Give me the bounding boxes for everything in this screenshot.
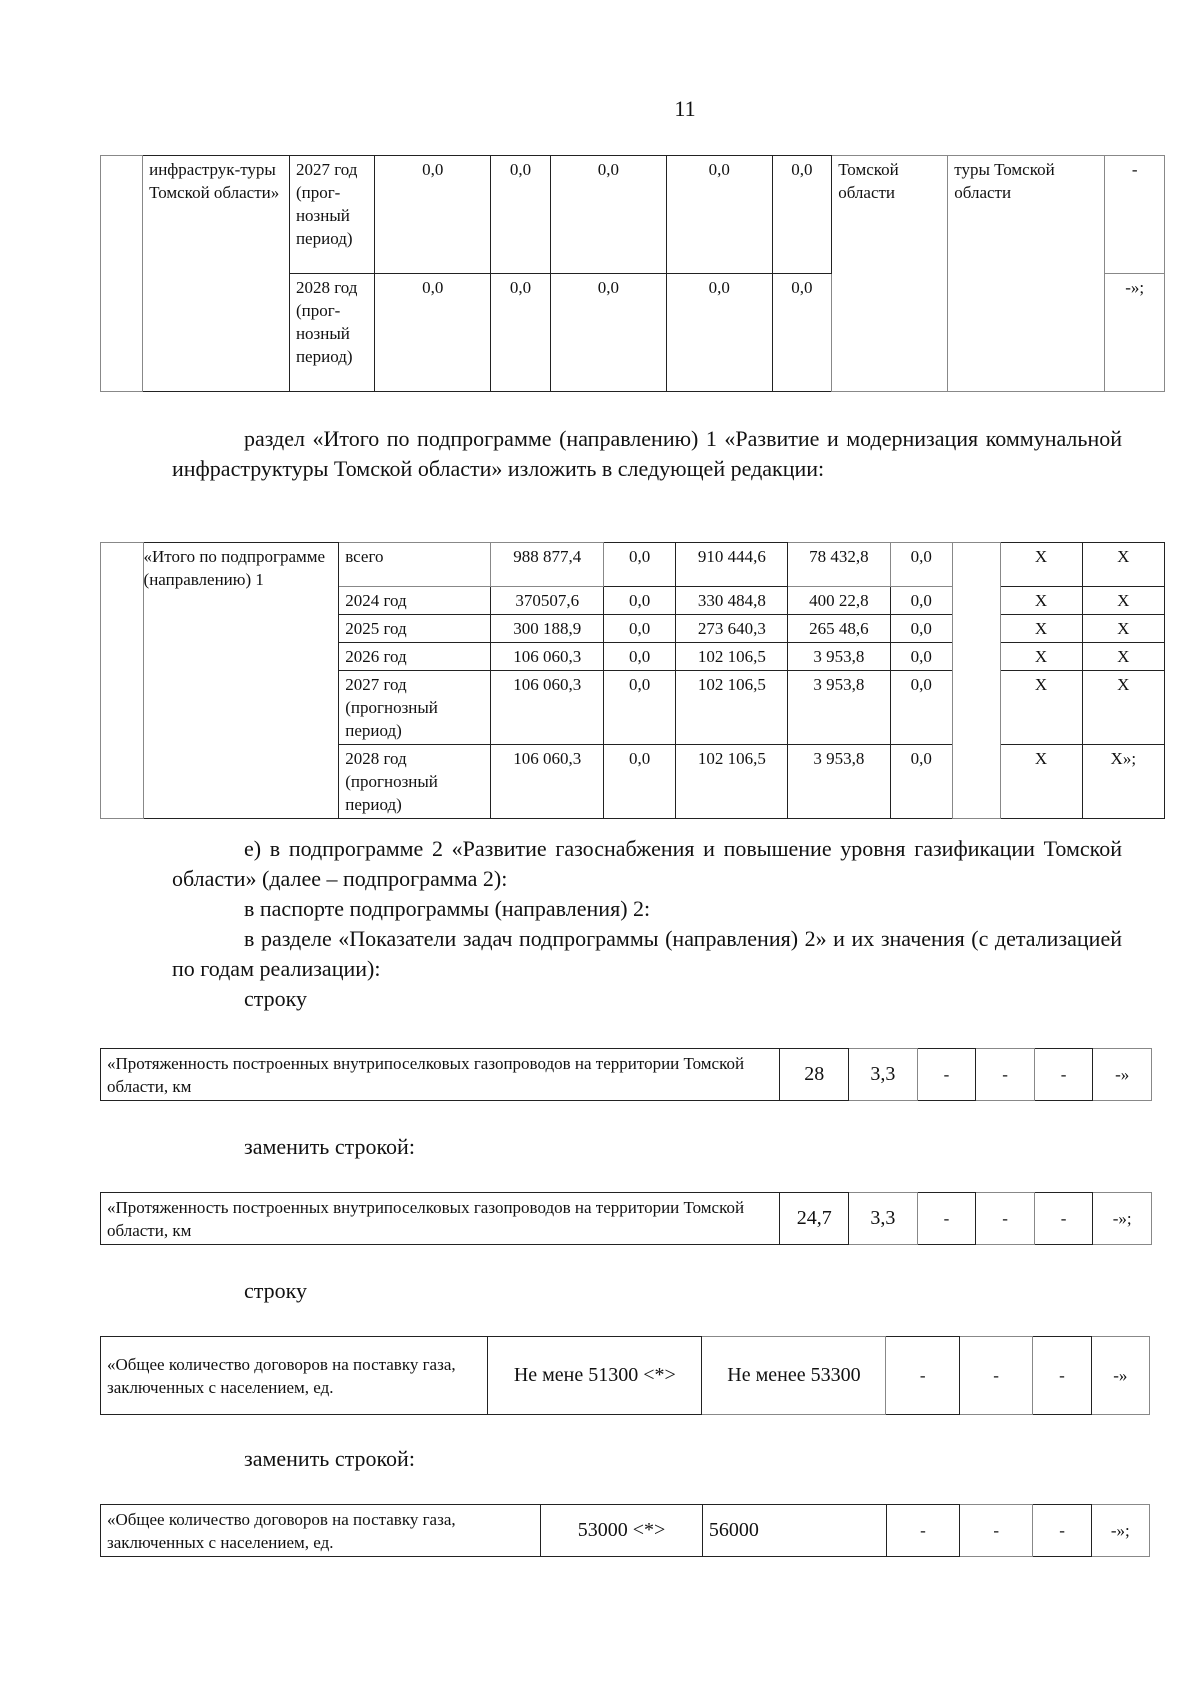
label-replace: заменить строкой: <box>244 1134 415 1159</box>
value-cell: - <box>976 1049 1035 1101</box>
page-number: 11 <box>674 96 696 121</box>
label-row: строку <box>244 1278 308 1303</box>
value-cell: 28 <box>780 1049 849 1101</box>
table-subprogram-total <box>100 542 1165 819</box>
value-cell: 0,0 <box>375 156 491 274</box>
table-top-fragment <box>100 155 1165 392</box>
value-cell: 56000 <box>702 1505 886 1557</box>
table-row-new-contracts <box>100 1504 1150 1557</box>
period-cell: 2028 год (прогнозный период) <box>339 745 491 819</box>
value-cell: 273 640,3 <box>676 615 788 643</box>
value-cell: 53000 <*> <box>541 1505 703 1557</box>
paragraph-passport: в паспорте подпрограммы (направления) 2: <box>244 896 651 921</box>
indicator-name: «Протяженность построенных внутрипоселковых газопроводов на территории Томской области, км <box>101 1193 780 1245</box>
value-cell: -» <box>1091 1337 1149 1415</box>
value-cell: 3,3 <box>849 1049 918 1101</box>
value-cell: 0,0 <box>772 274 832 392</box>
value-cell: -»; <box>1093 1193 1152 1245</box>
value-cell: Не менее 53300 <box>702 1337 886 1415</box>
year-cell: 2028 год (прог-нозный период) <box>289 274 374 392</box>
value-cell: 265 48,6 <box>788 615 890 643</box>
x-cell: X»; <box>1082 745 1164 819</box>
x-cell: X <box>1082 615 1164 643</box>
empty-cell <box>101 156 143 392</box>
value-cell: 106 060,3 <box>491 745 603 819</box>
x-cell: X <box>1082 543 1164 587</box>
x-cell: X <box>1000 745 1082 819</box>
value-cell: - <box>1034 1193 1093 1245</box>
value-cell: 0,0 <box>603 587 675 615</box>
value-cell: 102 106,5 <box>676 671 788 745</box>
value-cell: 988 877,4 <box>491 543 603 587</box>
year-cell: 2027 год (прог-нозный период) <box>289 156 374 274</box>
table-row-old-pipelines <box>100 1048 1152 1101</box>
value-cell: 0,0 <box>890 543 953 587</box>
value-cell: Не мене 51300 <*> <box>488 1337 702 1415</box>
x-cell: X <box>1000 587 1082 615</box>
period-cell: 2024 год <box>339 587 491 615</box>
period-cell: 2027 год (прогнозный период) <box>339 671 491 745</box>
value-cell: - <box>886 1505 959 1557</box>
executor-cell: Томской области <box>832 156 948 392</box>
total-label: «Итого по подпрограмме (направлению) 1 <box>143 543 339 819</box>
value-cell: - <box>976 1193 1035 1245</box>
paragraph-indicators: в разделе «Показатели задач подпрограммы (направления) 2» и их значения (с детализацией по годам реализации): <box>172 926 1122 981</box>
value-cell: - <box>917 1049 976 1101</box>
program-name-fragment: инфраструк-туры Томской области» <box>143 156 290 392</box>
value-cell: - <box>917 1193 976 1245</box>
value-cell: 0,0 <box>491 274 551 392</box>
value-cell: - <box>1034 1049 1093 1101</box>
period-cell: 2026 год <box>339 643 491 671</box>
last-cell: -»; <box>1105 274 1165 392</box>
value-cell: 910 444,6 <box>676 543 788 587</box>
value-cell: - <box>959 1337 1032 1415</box>
value-cell: 78 432,8 <box>788 543 890 587</box>
value-cell: 0,0 <box>890 615 953 643</box>
table-row-old-contracts <box>100 1336 1150 1415</box>
value-cell: 0,0 <box>890 587 953 615</box>
value-cell: - <box>960 1505 1033 1557</box>
x-cell: X <box>1082 587 1164 615</box>
last-cell: - <box>1105 156 1165 274</box>
value-cell: 0,0 <box>890 671 953 745</box>
value-cell: - <box>1033 1337 1091 1415</box>
value-cell: 0,0 <box>890 745 953 819</box>
value-cell: 24,7 <box>780 1193 849 1245</box>
value-cell: 3 953,8 <box>788 643 890 671</box>
label-replace: заменить строкой: <box>244 1446 415 1471</box>
value-cell: 0,0 <box>603 671 675 745</box>
value-cell: 0,0 <box>375 274 491 392</box>
value-cell: 370507,6 <box>491 587 603 615</box>
value-cell: 106 060,3 <box>491 643 603 671</box>
value-cell: 0,0 <box>603 615 675 643</box>
value-cell: 3 953,8 <box>788 745 890 819</box>
value-cell: 0,0 <box>666 274 772 392</box>
value-cell: 0,0 <box>890 643 953 671</box>
x-cell: X <box>1000 543 1082 587</box>
value-cell: 0,0 <box>772 156 832 274</box>
x-cell: X <box>1000 671 1082 745</box>
value-cell: 0,0 <box>550 274 666 392</box>
table-row-new-pipelines <box>100 1192 1152 1245</box>
value-cell: 102 106,5 <box>676 643 788 671</box>
value-cell: 3 953,8 <box>788 671 890 745</box>
value-cell: 0,0 <box>603 543 675 587</box>
value-cell: - <box>1033 1505 1091 1557</box>
period-cell: 2025 год <box>339 615 491 643</box>
value-cell: - <box>886 1337 959 1415</box>
x-cell: X <box>1000 643 1082 671</box>
paragraph-subprogram-2: е) в подпрограмме 2 «Развитие газоснабжения и повышение уровня газификации Томской области» (далее – подпрограмма 2): <box>172 836 1122 891</box>
value-cell: 400 22,8 <box>788 587 890 615</box>
value-cell: 106 060,3 <box>491 671 603 745</box>
value-cell: -»; <box>1091 1505 1149 1557</box>
indicator-name: «Протяженность построенных внутрипоселковых газопроводов на территории Томской области, км <box>101 1049 780 1101</box>
value-cell: 0,0 <box>550 156 666 274</box>
x-cell: X <box>1082 671 1164 745</box>
paragraph-section-total: раздел «Итого по подпрограмме (направлению) 1 «Развитие и модернизация коммунальной инфраструктуры Томской области» изложить в следующей редакции: <box>172 426 1122 481</box>
value-cell: 102 106,5 <box>676 745 788 819</box>
label-row: строку <box>244 986 308 1011</box>
period-cell: всего <box>339 543 491 587</box>
x-cell: X <box>1000 615 1082 643</box>
value-cell: 330 484,8 <box>676 587 788 615</box>
empty-cell <box>101 543 144 819</box>
value-cell: 3,3 <box>849 1193 918 1245</box>
indicator-name: «Общее количество договоров на поставку газа, заключенных с населением, ед. <box>101 1505 541 1557</box>
value-cell: -» <box>1093 1049 1152 1101</box>
value-cell: 0,0 <box>603 643 675 671</box>
x-cell: X <box>1082 643 1164 671</box>
value-cell: 0,0 <box>603 745 675 819</box>
participant-cell: туры Томской области <box>948 156 1105 392</box>
value-cell: 0,0 <box>491 156 551 274</box>
indicator-name: «Общее количество договоров на поставку газа, заключенных с населением, ед. <box>101 1337 488 1415</box>
value-cell: 0,0 <box>666 156 772 274</box>
empty-cell <box>953 543 1000 819</box>
value-cell: 300 188,9 <box>491 615 603 643</box>
